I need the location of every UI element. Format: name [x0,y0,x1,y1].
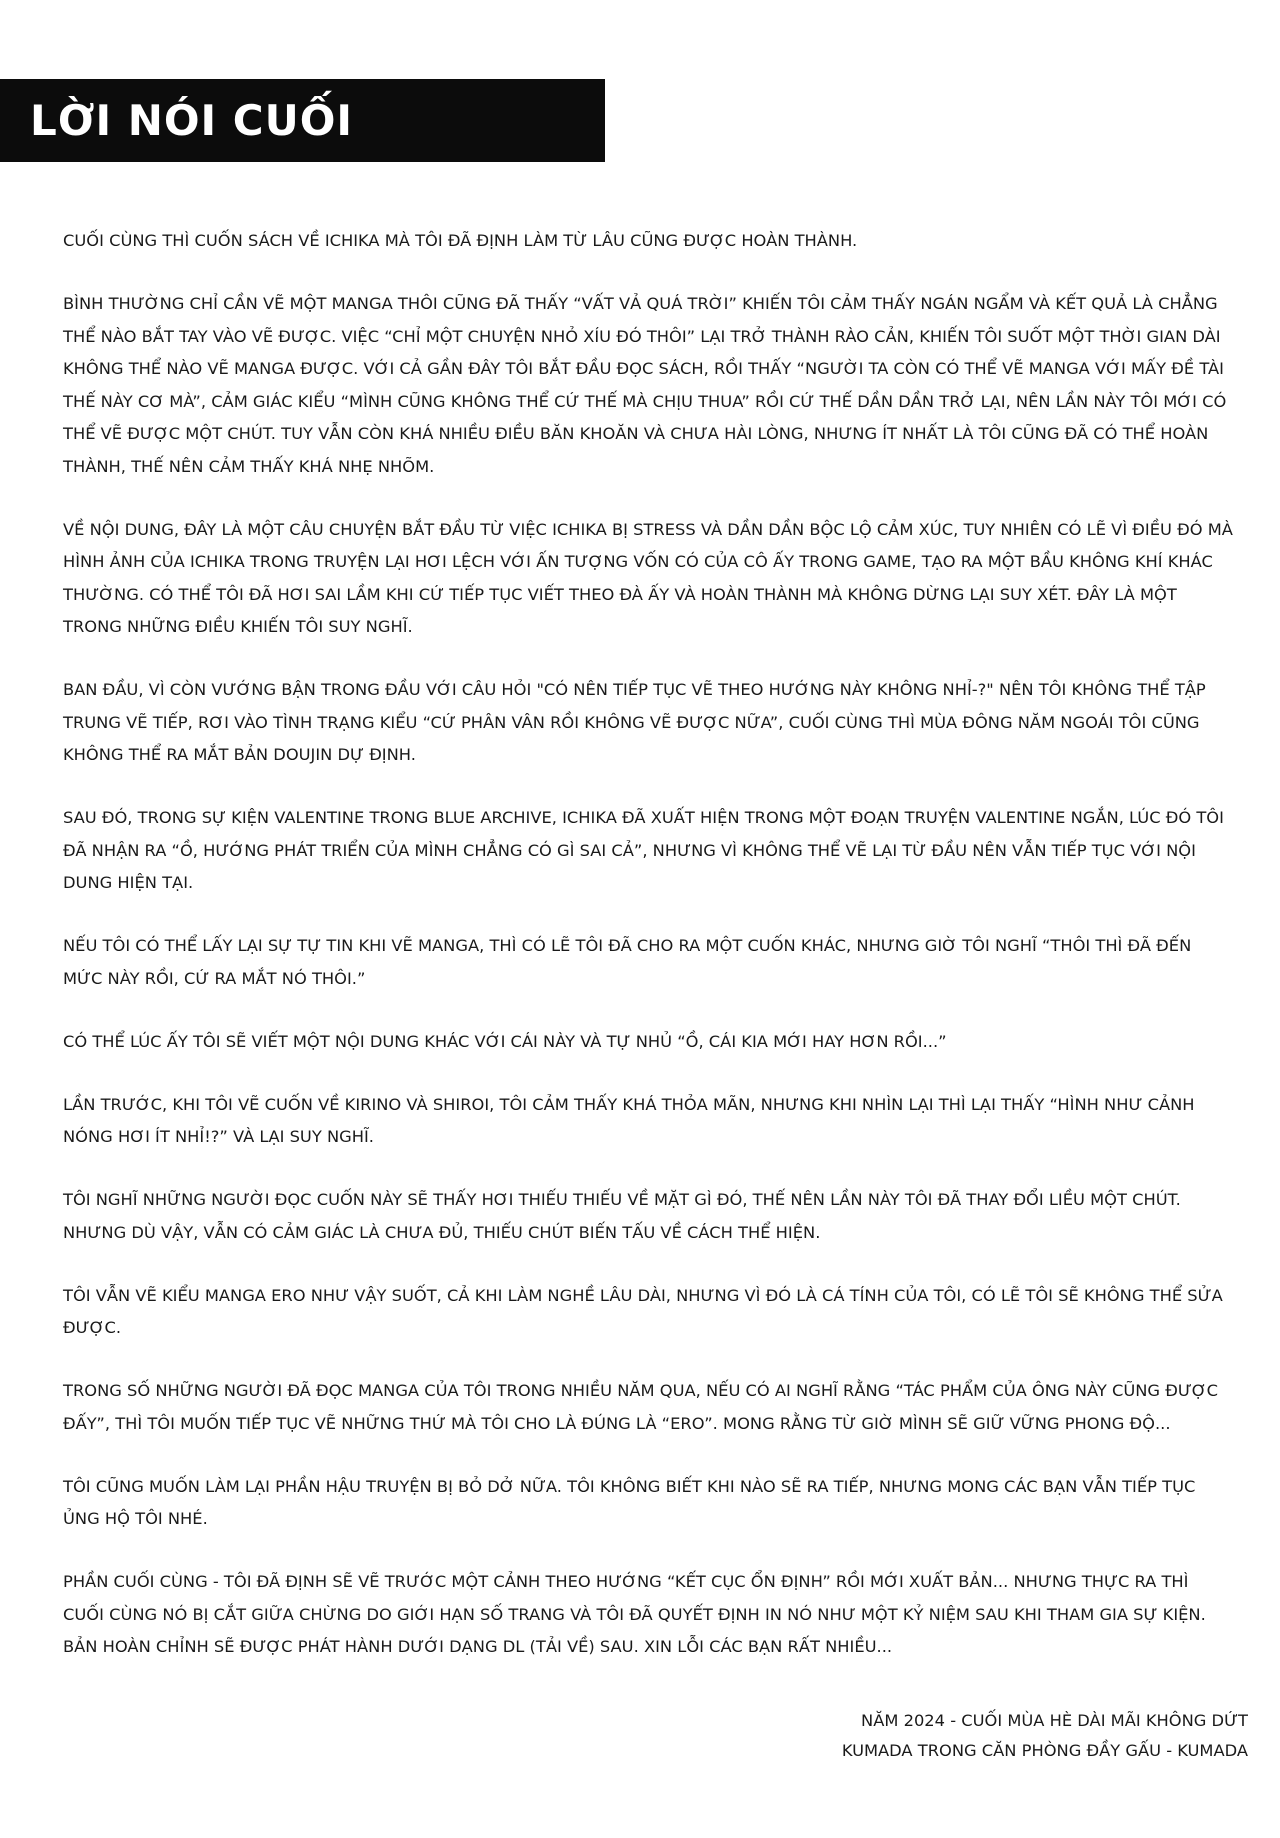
page-title: LỜI NÓI CUỐI [30,96,354,145]
paragraph: CUỐI CÙNG THÌ CUỐN SÁCH VỀ ICHIKA MÀ TÔI ĐÃ ĐỊNH LÀM TỪ LÂU CŨNG ĐƯỢC HOÀN THÀNH. [63,231,858,250]
paragraph: TÔI VẪN VẼ KIỂU MANGA ERO NHƯ VẬY SUỐT, CẢ KHI LÀM NGHỀ LÂU DÀI, NHƯNG VÌ ĐÓ LÀ CÁ TÍNH CỦA TÔI, CÓ LẼ TÔI SẼ KHÔNG THỂ SỬA ĐƯỢC. [63,1285,1223,1337]
paragraph: LẦN TRƯỚC, KHI TÔI VẼ CUỐN VỀ KIRINO VÀ SHIROI, TÔI CẢM THẤY KHÁ THỎA MÃN, NHƯNG KHI NHÌN LẠI THÌ LẠI THẤY “HÌNH NHƯ CẢNH NÓNG HƠI ÍT NHỈ!?” VÀ LẠI SUY NGHĨ. [63,1094,1195,1146]
paragraph: BAN ĐẦU, VÌ CÒN VƯỚNG BẬN TRONG ĐẦU VỚI CÂU HỎI "CÓ NÊN TIẾP TỤC VẼ THEO HƯỚNG NÀY KHÔNG NHỈ-?" NÊN TÔI KHÔNG THỂ TẬP TRUNG VẼ TIẾP, RƠI VÀO TÌNH TRẠNG KIỂU “CỨ PHÂN VÂN RỒI KHÔNG VẼ ĐƯỢC NỮA”, CUỐI CÙNG THÌ MÙA ĐÔNG NĂM NGOÁI TÔI CŨNG KHÔNG THỂ RA MẮT BẢN DOUJIN DỰ ĐỊNH. [63,680,1206,764]
signature-block [30,1706,1280,1766]
title-banner [0,79,605,162]
paragraph: BÌNH THƯỜNG CHỈ CẦN VẼ MỘT MANGA THÔI CŨNG ĐÃ THẤY “VẤT VẢ QUÁ TRỜI” KHIẾN TÔI CẢM THẤY NGÁN NGẨM VÀ KẾT QUẢ LÀ CHẲNG THỂ NÀO BẮT TAY VÀO VẼ ĐƯỢC. VIỆC “CHỈ MỘT CHUYỆN NHỎ XÍU ĐÓ THÔI” LẠI TRỞ THÀNH RÀO CẢN, KHIẾN TÔI SUỐT MỘT THỜI GIAN DÀI KHÔNG THỂ NÀO VẼ MANGA ĐƯỢC. VỚI CẢ GẦN ĐÂY TÔI BẮT ĐẦU ĐỌC SÁCH, RỒI THẤY “NGƯỜI TA CÒN CÓ THỂ VẼ MANGA VỚI MẤY ĐỀ TÀI THẾ NÀY CƠ MÀ”, CẢM GIÁC KIỂU “MÌNH CŨNG KHÔNG THỂ CỨ THẾ MÀ CHỊU THUA” RỒI CỨ THẾ DẦN DẦN TRỞ LẠI, NÊN LẦN NÀY TÔI MỚI CÓ THỂ VẼ ĐƯỢC MỘT CHÚT. TUY VẪN CÒN KHÁ NHIỀU ĐIỀU BĂN KHOĂN VÀ CHƯA HÀI LÒNG, NHƯNG ÍT NHẤT LÀ TÔI CŨNG ĐÃ CÓ THỂ HOÀN THÀNH, THẾ NÊN CẢM THẤY KHÁ NHẸ NHÕM. [63,294,1227,476]
paragraph: SAU ĐÓ, TRONG SỰ KIỆN VALENTINE TRONG BLUE ARCHIVE, ICHIKA ĐÃ XUẤT HIỆN TRONG MỘT ĐOẠN TRUYỆN VALENTINE NGẮN, LÚC ĐÓ TÔI ĐÃ NHẬN RA “Ồ, HƯỚNG PHÁT TRIỂN CỦA MÌNH CHẲNG CÓ GÌ SAI CẢ”, NHƯNG VÌ KHÔNG THỂ VẼ LẠI TỪ ĐẦU NÊN VẪN TIẾP TỤC VỚI NỘI DUNG HIỆN TẠI. [63,808,1224,892]
paragraph: NẾU TÔI CÓ THỂ LẤY LẠI SỰ TỰ TIN KHI VẼ MANGA, THÌ CÓ LẼ TÔI ĐÃ CHO RA MỘT CUỐN KHÁC, NHƯNG GIỜ TÔI NGHĨ “THÔI THÌ ĐÃ ĐẾN MỨC NÀY RỒI, CỨ RA MẮT NÓ THÔI.” [63,936,1192,988]
paragraph: CÓ THỂ LÚC ẤY TÔI SẼ VIẾT MỘT NỘI DUNG KHÁC VỚI CÁI NÀY VÀ TỰ NHỦ “Ồ, CÁI KIA MỚI HAY HƠN RỒI...” [63,1031,947,1051]
paragraph: TRONG SỐ NHỮNG NGƯỜI ĐÃ ĐỌC MANGA CỦA TÔI TRONG NHIỀU NĂM QUA, NẾU CÓ AI NGHĨ RẰNG “TÁC PHẨM CỦA ÔNG NÀY CŨNG ĐƯỢC ĐẤY”, THÌ TÔI MUỐN TIẾP TỤC VẼ NHỮNG THỨ MÀ TÔI CHO LÀ ĐÚNG LÀ “ERO”. MONG RẰNG TỪ GIỜ MÌNH SẼ GIỮ VỮNG PHONG ĐỘ... [63,1381,1219,1433]
paragraph: VỀ NỘI DUNG, ĐÂY LÀ MỘT CÂU CHUYỆN BẮT ĐẦU TỪ VIỆC ICHIKA BỊ STRESS VÀ DẦN DẦN BỘC LỘ CẢM XÚC, TUY NHIÊN CÓ LẼ VÌ ĐIỀU ĐÓ MÀ HÌNH ẢNH CỦA ICHIKA TRONG TRUYỆN LẠI HƠI LỆCH VỚI ẤN TƯỢNG VỐN CÓ CỦA CÔ ẤY TRONG GAME, TẠO RA MỘT BẦU KHÔNG KHÍ KHÁC THƯỜNG. CÓ THỂ TÔI ĐÃ HƠI SAI LẦM KHI CỨ TIẾP TỤC VIẾT THEO ĐÀ ẤY VÀ HOÀN THÀNH MÀ KHÔNG DỪNG LẠI SUY XÉT. ĐÂY LÀ MỘT TRONG NHỮNG ĐIỀU KHIẾN TÔI SUY NGHĨ. [63,519,1233,636]
paragraph: TÔI CŨNG MUỐN LÀM LẠI PHẦN HẬU TRUYỆN BỊ BỎ DỞ NỮA. TÔI KHÔNG BIẾT KHI NÀO SẼ RA TIẾP, NHƯNG MONG CÁC BẠN VẪN TIẾP TỤC ỦNG HỘ TÔI NHÉ. [63,1476,1196,1528]
signature-author: KUMADA TRONG CĂN PHÒNG ĐẦY GẤU - KUMADA [841,1741,1248,1760]
paragraph: TÔI NGHĨ NHỮNG NGƯỜI ĐỌC CUỐN NÀY SẼ THẤY HƠI THIẾU THIẾU VỀ MẶT GÌ ĐÓ, THẾ NÊN LẦN NÀY TÔI ĐÃ THAY ĐỔI LIỀU MỘT CHÚT. NHƯNG DÙ VẬY, VẪN CÓ CẢM GIÁC LÀ CHƯA ĐỦ, THIẾU CHÚT BIẾN TẤU VỀ CÁCH THỂ HIỆN. [63,1190,1181,1242]
paragraph: PHẦN CUỐI CÙNG - TÔI ĐÃ ĐỊNH SẼ VẼ TRƯỚC MỘT CẢNH THEO HƯỚNG “KẾT CỤC ỔN ĐỊNH” RỒI MỚI XUẤT BẢN... NHƯNG THỰC RA THÌ CUỐI CÙNG NÓ BỊ CẮT GIỮA CHỪNG DO GIỚI HẠN SỐ TRANG VÀ TÔI ĐÃ QUYẾT ĐỊNH IN NÓ NHƯ MỘT KỶ NIỆM SAU KHI THAM GIA SỰ KIỆN. BẢN HOÀN CHỈNH SẼ ĐƯỢC PHÁT HÀNH DƯỚI DẠNG DL (TẢI VỀ) SAU. XIN LỖI CÁC BẠN RẤT NHIỀU... [63,1572,1206,1656]
signature-date: NĂM 2024 - CUỐI MÙA HÈ DÀI MÃI KHÔNG DỨT [861,1711,1248,1730]
afterword-body [63,225,1233,1694]
